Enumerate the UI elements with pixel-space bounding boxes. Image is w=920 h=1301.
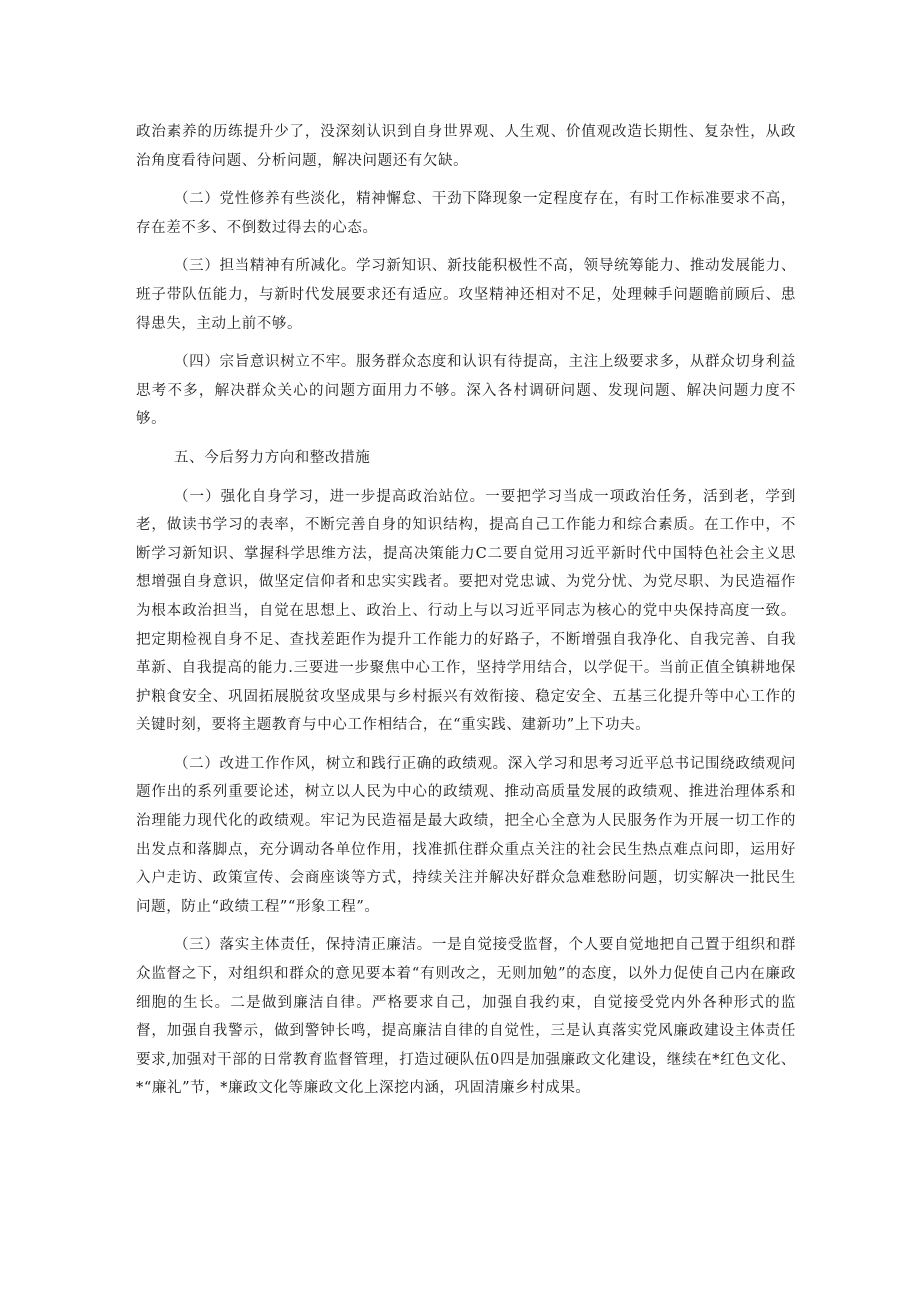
paragraph-continuation: 政治素养的历练提升少了，没深刻认识到自身世界观、人生观、价值观改造长期性、复杂性，从政治角度看待问题、分析问题，解决问题还有欠缺。 (136, 124, 796, 169)
document-page (136, 118, 796, 1103)
paragraph-integrity: （三）落实主体责任，保持清正廉洁。一是自觉接受监督，个人要自觉地把自己置于组织和群众监督之下，对组织和群众的意见要本着“有则改之，无则加勉”的态度，以外力促使自己内在廉政细胞的生长。二是做到廉洁自律。严格要求自己，加强自我约束，自觉接受党内外各种形式的监督，加强自我警示，做到警钟长鸣，提高廉洁自律的自觉性，三是认真落实党风廉政建设主体责任要求,加强对干部的日常教育监督管理，打造过硬队伍0四是加强廉政文化建设，继续在*红色文化、*“廉礼”节，*廉政文化等廉政文化上深挖内涵，巩固清廉乡村成果。 (136, 937, 796, 1097)
paragraph-responsibility: （三）担当精神有所减化。学习新知识、新技能积极性不高，领导统筹能力、推动发展能力、班子带队伍能力，与新时代发展要求还有适应。攻坚精神还相对不足，处理棘手问题瞻前顾后、患得患失，主动上前不够。 (136, 258, 796, 332)
paragraph-purpose: （四）宗旨意识树立不牢。服务群众态度和认识有待提高，主注上级要求多，从群众切身利益思考不多，解决群众关心的问题方面用力不够。深入各村调研问题、发现问题、解决问题力度不够。 (136, 354, 796, 428)
section-heading: 五、今后努力方向和整改措施 (174, 449, 371, 466)
paragraph-party-spirit: （二）党性修养有些淡化，精神懈怠、干劲下降现象一定程度存在，有时工作标准要求不高，存在差不多、不倒数过得去的心态。 (136, 191, 796, 236)
paragraph-study: （一）强化自身学习，进一步提高政治站位。一要把学习当成一项政治任务，活到老，学到老，做读书学习的表率，不断完善自身的知识结构，提高自己工作能力和综合素质。在工作中，不断学习新知识、掌握科学思维方法，提高决策能力C二要自觉用习近平新时代中国特色社会主义思想增强自身意识，做坚定信仰者和忠实实践者。要把对党忠诚、为党分忧、为党尽职、为民造福作为根本政治担当，自觉在思想上、政治上、行动上与以习近平同志为核心的党中央保持高度一致。把定期检视自身不足、查找差距作为提升工作能力的好路子，不断增强自我净化、自我完善、自我革新、自我提高的能力.三要进一步聚焦中心工作，坚持学用结合，以学促干。当前正值全镇耕地保护粮食安全、巩固拓展脱贫攻坚成果与乡村振兴有效衔接、稳定安全、五基三化提升等中心工作的关键时刻，要将主题教育与中心工作相结合，在“重实践、建新功”上下功夫。 (136, 488, 796, 734)
paragraph-work-style: （二）改进工作作风，树立和践行正确的政绩观。深入学习和思考习近平总书记围绕政绩观问题作出的系列重要论述，树立以人民为中心的政绩观、推动高质量发展的政绩观、推进治理体系和治理能力现代化的政绩观。牢记为民造福是最大政绩，把全心全意为人民服务作为开展一切工作的出发点和落脚点，充分调动各单位作用，找准抓住群众重点关注的社会民生热点难点问即，运用好入户走访、政策宣传、会商座谈等方式，持续关注并解决好群众急难愁盼问题，切实解决一批民生问题，防止“政绩工程”“形象工程”。 (136, 755, 796, 915)
